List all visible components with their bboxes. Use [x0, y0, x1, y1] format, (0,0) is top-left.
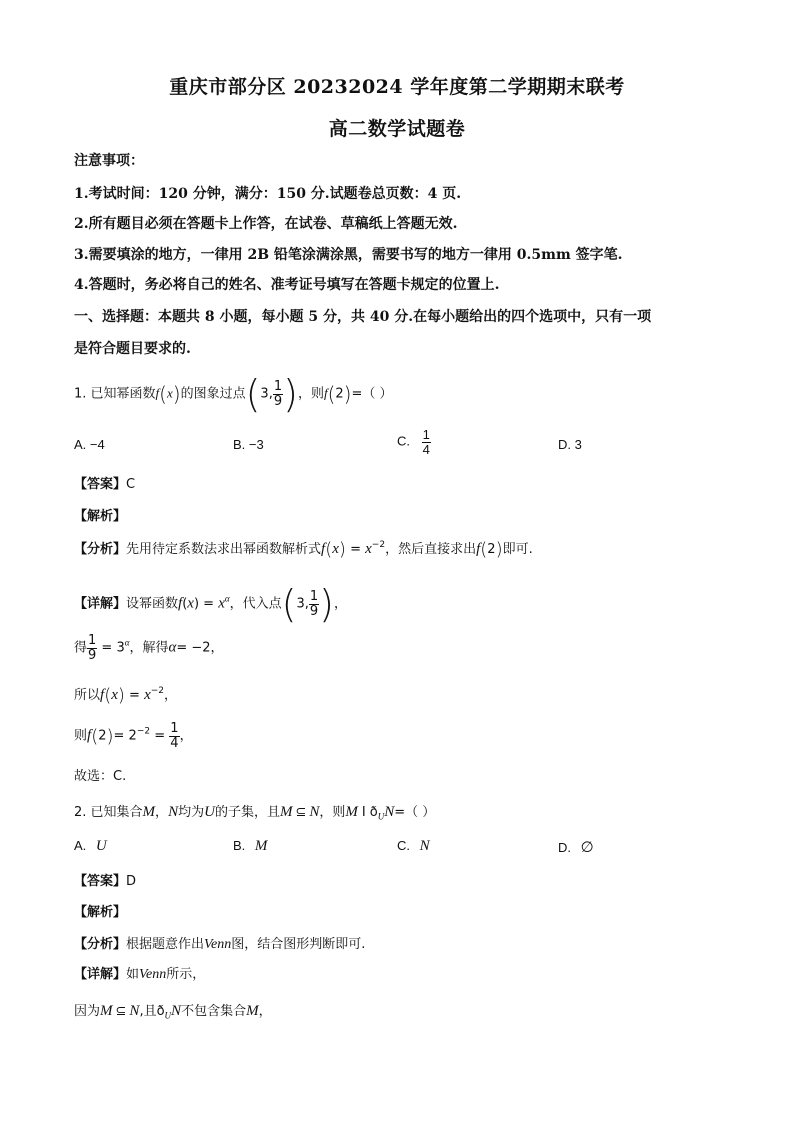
point-first-coordinate: 3, [260, 386, 273, 402]
q1-step-2: 所以$f(x) = x^{-2}$， [74, 685, 178, 706]
q2-answer: 【答案】D [74, 874, 137, 889]
q2-fenxi: 【分析】根据题意作出Venn图，结合图形判断即可. [74, 937, 366, 952]
question-2-stem: 2. 已知集合M，N均为U的子集，且M ⊆ N，则M I $ð_UN=$（ ） [74, 804, 436, 822]
q1-option-b: B. −3 [233, 437, 264, 452]
section-heading-line2: 是符合题目要求的. [74, 341, 191, 357]
q2-xiangjie: 【详解】如Venn所示， [74, 967, 206, 982]
exam-subtitle: 高二数学试题卷 [328, 118, 466, 140]
q2-option-d: D. ∅ [558, 839, 594, 856]
notice-item-3: 3.需要填涂的地方，一律用 2B 铅笔涂满涂黑，需要书写的地方一律用 0.5mm 签字笔. [74, 247, 623, 263]
exam-title: 重庆市部分区 20232024 学年度第二学期期末联考 [169, 76, 625, 98]
fraction-one-quarter: $\frac{1}{4}$ [422, 427, 430, 457]
q1-conclusion: 故选：C. [74, 769, 127, 784]
q1-option-a: A. −4 [74, 437, 105, 452]
q2-option-b: B. M [233, 838, 268, 854]
notice-heading: 注意事项： [74, 153, 144, 169]
notice-item-1: 1.考试时间：120 分钟，满分：150 分.试题卷总页数：4 页. [74, 186, 462, 202]
fraction-one-ninth: $\frac{1}{9}$ [273, 378, 283, 409]
q1-analysis-heading: 【解析】 [74, 509, 127, 524]
q1-fenxi: 【分析】先用待定系数法求出幂函数解析式$f(x) = x^{-2}$，然后直接求出f(2)即可. [74, 539, 533, 560]
q1-xiangjie: 【详解】设幂函数$f(x) = x^\alpha$，代入点(3, $\frac{1}{9}$ )， [74, 582, 347, 626]
q1-option-c: C. $\frac{1}{4}$ [397, 427, 430, 457]
q2-option-a: A. U [74, 838, 107, 854]
f-symbol: f [155, 385, 160, 401]
q2-analysis-heading: 【解析】 [74, 905, 127, 920]
q1-step-1: 得 $\frac{1}{9}$ = $3^\alpha$，解得α= −2， [74, 633, 224, 663]
section-heading-line1: 一、选择题：本题共 8 小题，每小题 5 分，共 40 分.在每小题给出的四个选项中，只有一项 [74, 309, 652, 325]
notice-item-4: 4.答题时，务必将自己的姓名、准考证号填写在答题卡规定的位置上. [74, 277, 500, 293]
q1-step-3: 则$f(2)= 2^{-2}$ = $\frac{1}{4}$ ， [74, 721, 193, 751]
x-symbol: x [166, 385, 173, 401]
q2-option-c: C. N [397, 838, 430, 854]
q2-last-line: 因为M ⊆ N,且$ð_UN$不包含集合M， [74, 1003, 272, 1021]
notice-item-2: 2.所有题目必须在答题卡上作答，在试卷、草稿纸上答题无效. [74, 216, 458, 232]
q1-answer: 【答案】C [74, 477, 136, 492]
q1-option-d: D. 3 [558, 437, 582, 452]
question-1-stem: 1. 已知幂函数f(x)的图象过点(3, $\frac{1}{9}$ )，则f(2)=（ ） [74, 372, 393, 416]
